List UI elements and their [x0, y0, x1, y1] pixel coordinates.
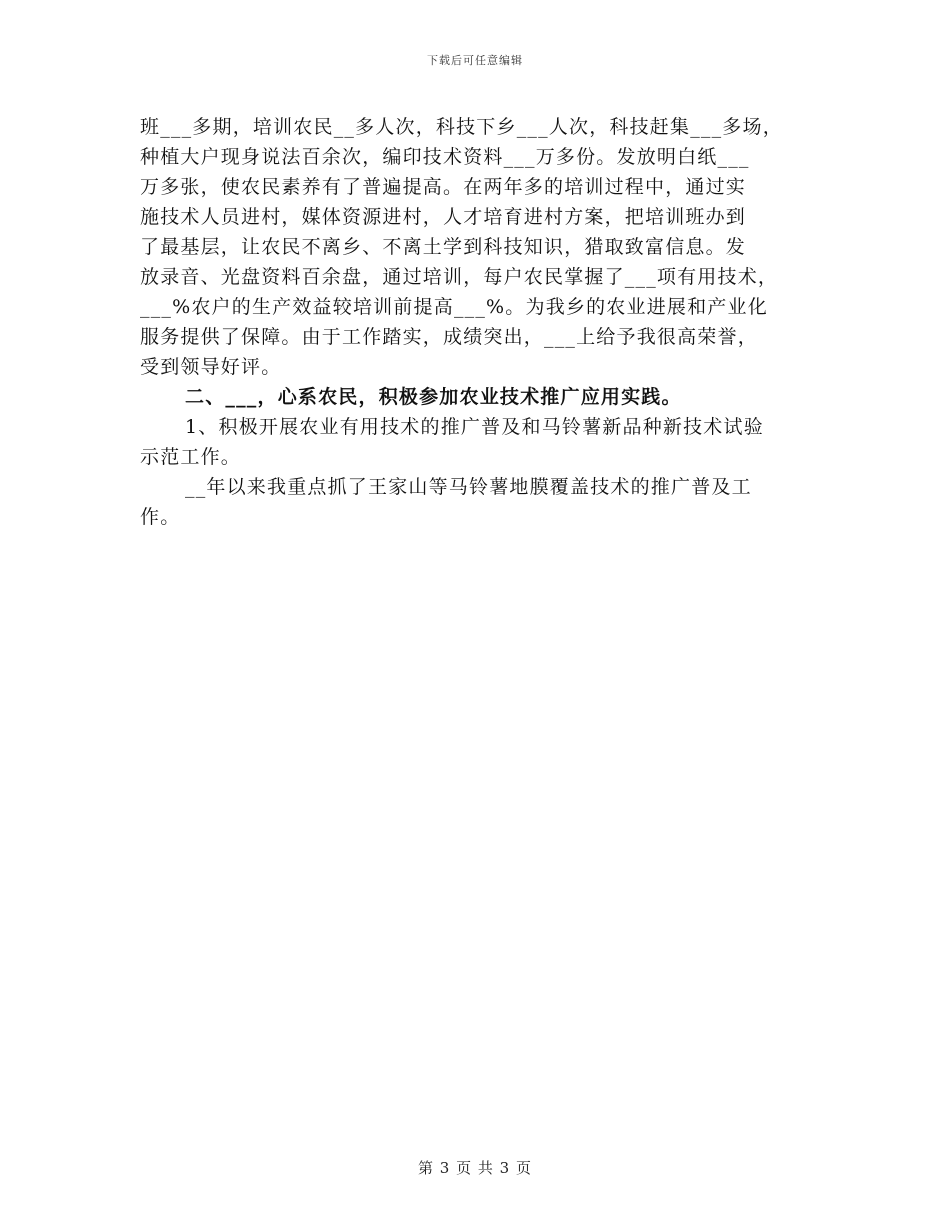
paragraph-line: 作。 — [140, 506, 181, 528]
paragraph-line: 施技术人员进村，媒体资源进村，人才培育进村方案，把培训班办到 — [140, 206, 747, 228]
paragraph-line: 受到领导好评。 — [140, 356, 282, 378]
page-number: 第 3 页 共 3 页 — [418, 1159, 532, 1177]
document-body — [140, 112, 820, 532]
paragraph-line: 万多张，使农民素养有了普遍提高。在两年多的培训过程中，通过实 — [140, 176, 747, 198]
paragraph-line: 放录音、光盘资料百余盘，通过培训，每户农民掌握了___项有用技术， — [140, 266, 779, 288]
paragraph-line: 示范工作。 — [140, 446, 242, 468]
paragraph-line: ___%农户的生产效益较培训前提高___%。为我乡的农业进展和产业化 — [140, 296, 768, 318]
paragraph-line: 服务提供了保障。由于工作踏实，成绩突出，___上给予我很高荣誉， — [140, 326, 758, 348]
section-heading: 二、___，心系农民，积极参加农业技术推广应用实践。 — [185, 386, 682, 408]
page-header: 下载后可任意编辑 — [427, 54, 523, 67]
paragraph-line: __年以来我重点抓了王家山等马铃薯地膜覆盖技术的推广普及工 — [185, 476, 752, 498]
paragraph-line: 班___多期，培训农民__多人次，科技下乡___人次，科技赶集___多场， — [140, 116, 783, 138]
paragraph-line: 种植大户现身说法百余次，编印技术资料___万多份。发放明白纸___ — [140, 146, 750, 168]
paragraph-line: 1、积极开展农业有用技术的推广普及和马铃薯新品种新技术试验 — [185, 416, 764, 438]
paragraph-line: 了最基层，让农民不离乡、不离土学到科技知识，猎取致富信息。发 — [140, 236, 747, 258]
